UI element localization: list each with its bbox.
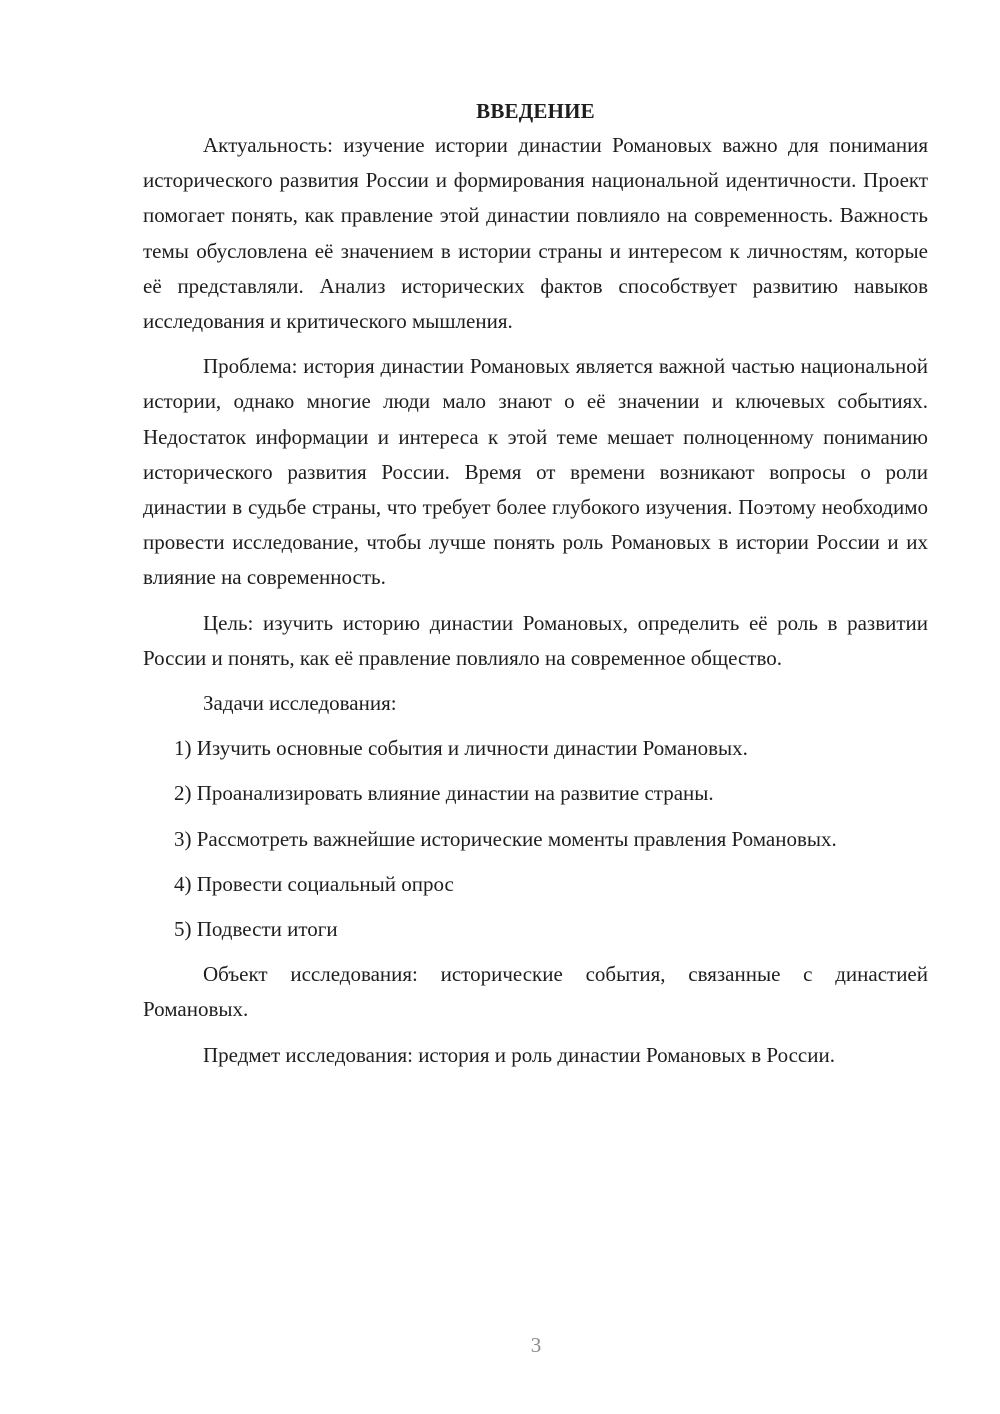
paragraph-relevance: Актуальность: изучение истории династии Романовых важно для понимания исторического развития России и формирования национальной идентичности. Проект помогает понять, как правление этой династии повлияло на современность. Важность темы обусловлена её значением в истории страны и интересом к личностям, которые её представляли. Анализ исторических фактов способствует развитию навыков исследования и критического мышления.	[143, 133, 928, 334]
list-item: 3) Рассмотреть важнейшие исторические моменты правления Романовых.	[174, 826, 837, 851]
list-item: 4) Провести социальный опрос	[174, 871, 454, 896]
section-heading: ВВЕДЕНИЕ	[476, 99, 595, 123]
paragraph-subject: Предмет исследования: история и роль династии Романовых в России.	[203, 1042, 835, 1067]
paragraph-goal: Цель: изучить историю династии Романовых, определить её роль в развитии России и понять, как её правление повлияло на современное общество.	[143, 610, 928, 670]
list-item: 5) Подвести итоги	[174, 917, 338, 942]
paragraph-problem: Проблема: история династии Романовых является важной частью национальной истории, однако многие люди мало знают о её значении и ключевых событиях. Недостаток информации и интереса к этой теме мешает полноценному пониманию исторического развития России. Время от времени возникают вопросы о роли династии в судьбе страны, что требует более глубокого изучения. Поэтому необходимо провести исследование, чтобы лучше понять роль Романовых в истории России и их влияние на современность.	[143, 354, 928, 590]
list-item: 2) Проанализировать влияние династии на развитие страны.	[174, 781, 714, 806]
page-number: 3	[530, 1333, 542, 1357]
list-item: 1) Изучить основные события и личности династии Романовых.	[174, 736, 748, 761]
tasks-label: Задачи исследования:	[203, 691, 397, 716]
tasks-list	[143, 731, 928, 947]
document-page	[143, 96, 928, 1083]
paragraph-object: Объект исследования: исторические события, связанные с династией Романовых.	[143, 962, 928, 1022]
